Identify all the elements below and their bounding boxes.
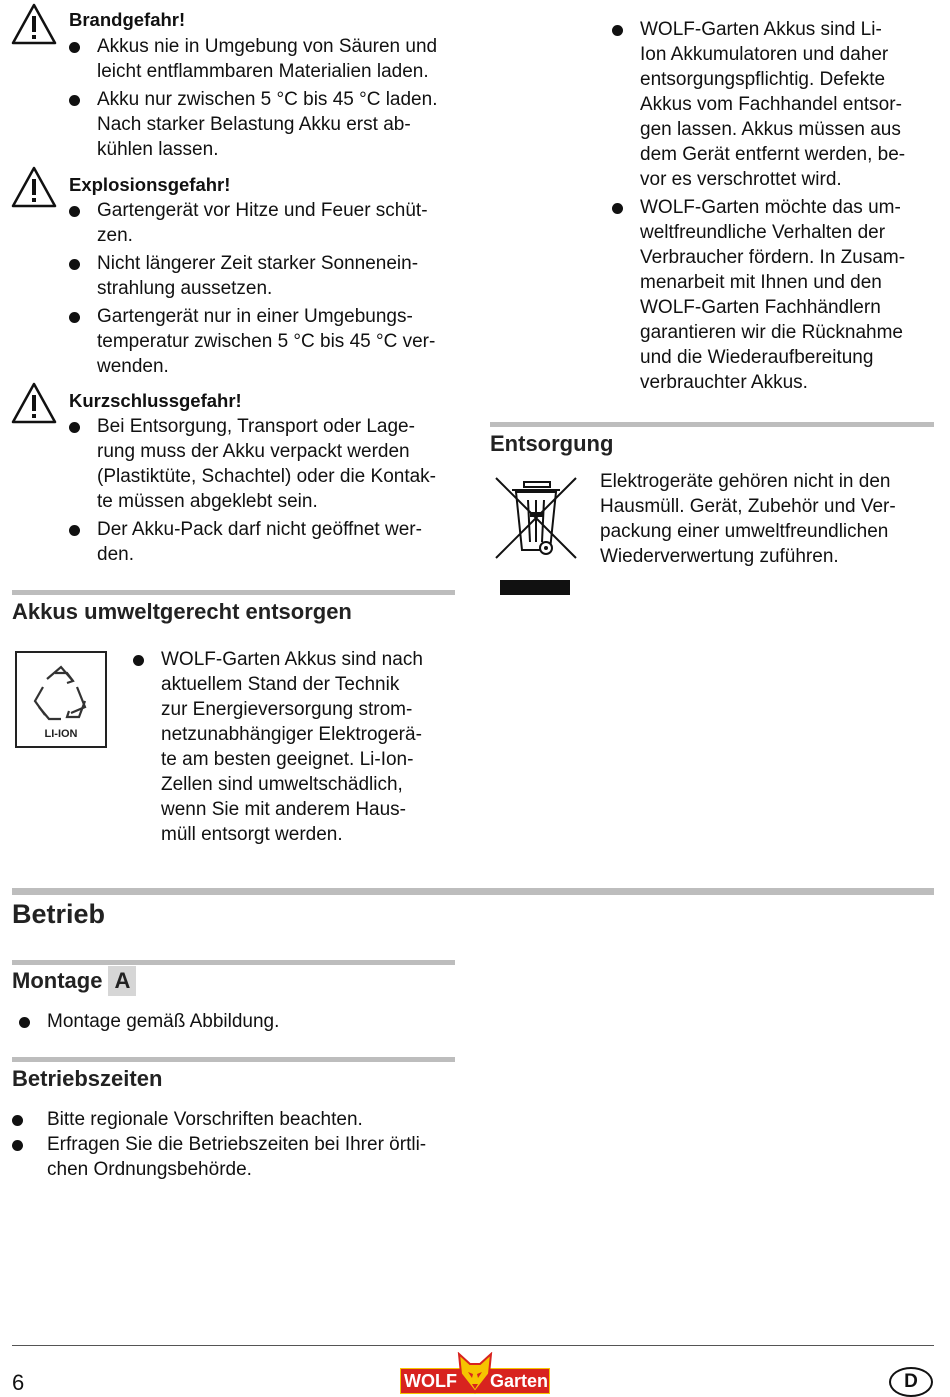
section-divider: [490, 422, 934, 427]
list-item: Gartengerät nur in einer Umgebungs- temperatur zwischen 5 °C bis 45 °C ver- wenden.: [69, 304, 459, 379]
section-heading-disposal: Entsorgung: [490, 431, 614, 456]
list-item: Akku nur zwischen 5 °C bis 45 °C laden. Nach starker Belastung Akku erst ab- kühlen lassen.: [69, 87, 459, 162]
section-divider: [12, 1057, 455, 1062]
list-item: Nicht längerer Zeit starker Sonnenein- strahlung aussetzen.: [69, 251, 459, 301]
warning-triangle-icon: [10, 165, 58, 209]
fire-warning-list: [69, 34, 459, 165]
list-item: WOLF-Garten Akkus sind Li- Ion Akkumulatoren und daher entsorgungspflichtig. Defekte Akkus vom Fachhandel entsor- gen lassen. Akkus müssen aus dem Gerät entfernt werden, be- vor es verschrottet wird.: [612, 17, 932, 192]
li-ion-recycling-icon: [15, 651, 107, 748]
section-heading-battery-disposal: Akkus umweltgerecht entsorgen: [12, 599, 352, 624]
assembly-list: [12, 1009, 459, 1037]
footer-rule: [12, 1345, 934, 1346]
logo-text-garten: Garten: [490, 1371, 549, 1391]
list-item: Der Akku-Pack darf nicht geöffnet wer- den.: [69, 517, 459, 567]
warning-title-explosion: Explosionsgefahr!: [69, 174, 231, 195]
list-item: WOLF-Garten möchte das um- weltfreundliche Verhalten der Verbraucher fördern. In Zusam- menarbeit mit Ihnen und den WOLF-Garten Fachhändlern garantieren wir die Rücknahme und die Wiederaufbereitung verbrauchter Akkus.: [612, 195, 932, 395]
chapter-heading-operation: Betrieb: [12, 899, 106, 929]
list-item: Akkus nie in Umgebung von Säuren und leicht entflammbaren Materialien laden.: [69, 34, 459, 84]
wolf-garten-logo: [400, 1352, 550, 1394]
section-heading-assembly: [12, 966, 136, 996]
battery-disposal-list: [133, 647, 453, 850]
warning-title-short-circuit: Kurzschlussgefahr!: [69, 390, 242, 411]
list-item: WOLF-Garten Akkus sind nach aktuellem Stand der Technik zur Energieversorgung strom- netzunabhängiger Elektrogerä- te am besten geeignet. Li-Ion- Zellen sind umweltschädlich, wenn Sie mit anderem Haus- müll entsorgt werden.: [133, 647, 453, 847]
country-badge: D: [889, 1367, 933, 1397]
warning-triangle-icon: [10, 2, 58, 46]
list-item: Gartengerät vor Hitze und Feuer schüt- zen.: [69, 198, 459, 248]
fox-head-icon: [456, 1352, 494, 1394]
warning-triangle-icon: [10, 381, 58, 425]
section-divider: [12, 590, 455, 595]
list-item: Erfragen Sie die Betriebszeiten bei Ihrer örtli- chen Ordnungsbehörde.: [12, 1132, 457, 1182]
short-circuit-warning-list: [69, 414, 459, 570]
assembly-title: Montage: [12, 968, 103, 993]
svg-text:LI-ION: LI-ION: [44, 728, 78, 740]
list-item: Bei Entsorgung, Transport oder Lage- rung muss der Akku verpackt werden (Plastiktüte, Schachtel) oder die Kontak- te müssen abgeklebt sein.: [69, 414, 459, 514]
chapter-divider: [12, 888, 934, 895]
explosion-warning-list: [69, 198, 459, 382]
page-number: 6: [12, 1370, 25, 1395]
crossed-out-bin-icon: [494, 474, 580, 598]
list-item: Bitte regionale Vorschriften beachten.: [12, 1107, 457, 1132]
logo-text-wolf: WOLF: [404, 1371, 457, 1391]
disposal-text: Elektrogeräte gehören nicht in den Hausmüll. Gerät, Zubehör und Ver- packung einer umweltfreundlichen Wiederverwertung zuführen.: [600, 471, 896, 567]
section-divider: [12, 960, 455, 965]
section-heading-operating-times: Betriebszeiten: [12, 1066, 163, 1091]
warning-title-fire: Brandgefahr!: [69, 9, 186, 30]
list-item: Montage gemäß Abbildung.: [19, 1009, 459, 1034]
figure-badge: A: [108, 966, 136, 996]
operating-times-list: [12, 1107, 457, 1185]
battery-recycling-list: [612, 17, 932, 398]
